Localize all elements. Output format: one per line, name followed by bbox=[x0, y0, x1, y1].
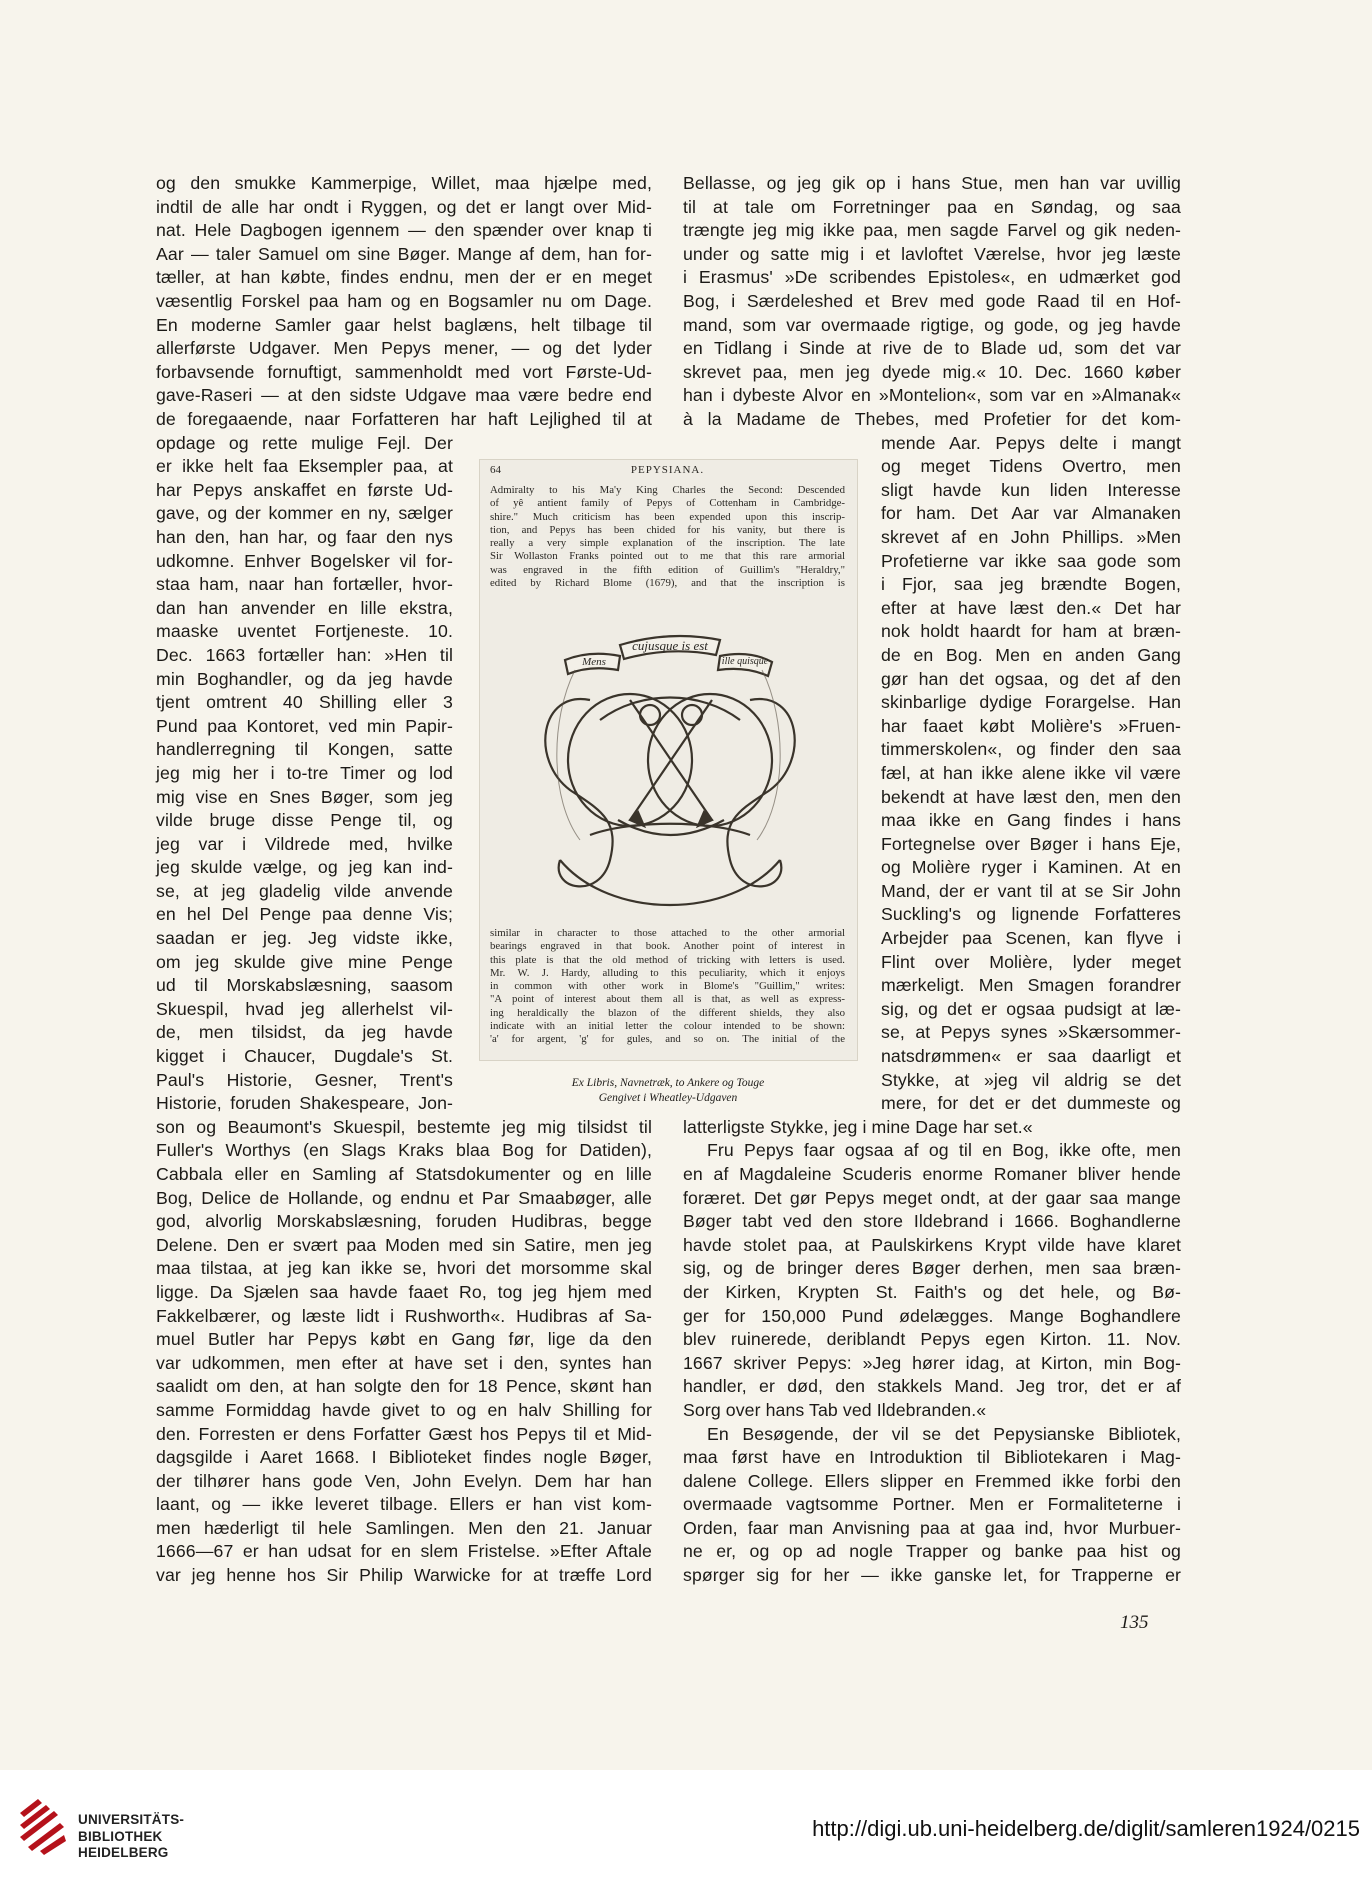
text-line: skrevet paa, men jeg dyede mig.« 10. Dec. 1660 køber bbox=[683, 361, 1181, 382]
text-line: for ham. Det Aar var Almanaken bbox=[881, 503, 1181, 524]
text-line: Stykke, at »jeg vil aldrig se det bbox=[881, 1069, 1181, 1090]
text-line: under og satte mig i et lavloftet Værelse, hvor jeg læste bbox=[683, 243, 1181, 264]
text-line: nat. Hele Dagbogen igennem — den spænder over knap ti bbox=[156, 220, 652, 241]
text-line: Pund paa Kontoret, ved min Papir- bbox=[156, 715, 453, 736]
text-line: Suckling's og lignende Forfatteres bbox=[881, 904, 1181, 925]
text-line: Fru Pepys faar ogsaa af og til en Bog, ikke ofte, men bbox=[707, 1140, 1181, 1161]
text-line: til at tale om Forretninger paa en Søndag, og saa bbox=[683, 196, 1181, 217]
figure-text-line: indicate with an initial letter the colour intended to be shown: bbox=[490, 1020, 845, 1033]
text-line: opdage og rette mulige Fejl. Der bbox=[156, 432, 453, 453]
text-line: og den smukke Kammerpige, Willet, maa hjælpe med, bbox=[156, 173, 652, 193]
text-line: Delene. Den er svært paa Moden med sin Satire, men jeg bbox=[156, 1234, 652, 1255]
text-line: mende Aar. Pepys delte i mangt bbox=[881, 432, 1181, 453]
text-line: 1666—67 er han udsat for en slem Fristelse. »Efter Aftale bbox=[156, 1541, 652, 1562]
text-line: Skuespil, hvad jeg allerhelst vil- bbox=[156, 998, 453, 1019]
text-line: gør han det ogsaa, og det af den bbox=[881, 668, 1181, 689]
text-line: i Erasmus' »De scribendes Epistoles«, en udmærket god bbox=[683, 267, 1181, 288]
text-line: Fuller's Worthys (en Slags Kraks blaa Bog for Datiden), bbox=[156, 1140, 652, 1161]
text-line: efter at have læst den.« Det har bbox=[881, 597, 1181, 618]
text-line: gave-Raseri — at den sidste Udgave maa være bedre end bbox=[156, 385, 652, 406]
text-line: jeg skulde vælge, og jeg kan ind- bbox=[156, 857, 453, 878]
text-line: Bøger tabt ved den store Ildebrand i 1666. Boghandlerne bbox=[683, 1211, 1181, 1232]
left-column-narrow bbox=[156, 432, 453, 1116]
text-line: forbavsende fornuftigt, sammenholdt med vort Første-Ud- bbox=[156, 361, 652, 382]
text-line: Bog, Delice de Hollande, og endnu et Par Smaabøger, alle bbox=[156, 1187, 652, 1208]
text-line: de en Bog. Men en anden Gang bbox=[881, 644, 1181, 665]
text-line: og meget Tidens Overtro, men bbox=[881, 456, 1181, 477]
text-line: Historie, foruden Shakespeare, Jon- bbox=[156, 1093, 453, 1114]
text-line: Mand, der er vant til at se Sir John bbox=[881, 880, 1181, 901]
text-line: tæller, at han købte, findes endnu, men der er en meget bbox=[156, 267, 652, 288]
text-line: og Molière ryger i Kaminen. At en bbox=[881, 857, 1181, 878]
university-library-logo-icon bbox=[16, 1793, 70, 1857]
caption-line-2: Gengivet i Wheatley-Udgaven bbox=[598, 1092, 738, 1104]
text-line: skinbarlige dydige Forargelse. Han bbox=[881, 692, 1181, 713]
text-line: overmaade vagtsomme Portner. Men er Formaliteterne i bbox=[683, 1494, 1181, 1515]
text-line: timmerskolen«, og finder den saa bbox=[881, 739, 1181, 760]
figure-caption bbox=[479, 1076, 857, 1106]
library-name bbox=[78, 1812, 184, 1862]
left-column-top bbox=[156, 172, 652, 432]
text-line: Arbejder paa Scenen, kan flyve i bbox=[881, 928, 1181, 949]
text-line: jeg mig her i to-tre Timer og lod bbox=[156, 762, 453, 783]
footer-bar bbox=[0, 1770, 1372, 1890]
text-line: fæl, at han ikke alene ikke vil være bbox=[881, 762, 1181, 783]
text-line: Fortegnelse over Bøger i hans Eje, bbox=[881, 833, 1181, 854]
figure-text-line: Sir Wollaston Franks pointed out to me that this rare armorial bbox=[490, 550, 845, 563]
figure-text-line: this plate is that the old method of tricking with letters is used. bbox=[490, 953, 845, 966]
library-name-line-2: BIBLIOTHEK bbox=[78, 1828, 163, 1844]
right-column-bottom bbox=[683, 1116, 1181, 1588]
text-line: 1667 skriver Pepys: »Jeg hører idag, at Kirton, min Bog- bbox=[683, 1352, 1181, 1373]
text-line: maa først have en Introduktion til Bibliotekaren i Mag- bbox=[683, 1447, 1181, 1468]
text-line: à la Madame de Thebes, med Profetier for det kom- bbox=[683, 408, 1181, 429]
figure-text-line: similar in character to those attached to the other armorial bbox=[490, 927, 845, 939]
text-line: maa ikke en Gang findes i hans bbox=[881, 810, 1181, 831]
text-line: saadan er jeg. Jeg vidste ikke, bbox=[156, 928, 453, 949]
text-line: Bog, i Særdeleshed et Brev med gode Raad til en Hof- bbox=[683, 290, 1181, 311]
text-line: ligge. Da Sjælen saa havde faaet Ro, tog jeg hjem med bbox=[156, 1281, 652, 1302]
text-line: samme Formiddag havde givet to og en halv Shilling for bbox=[156, 1399, 652, 1420]
figure-text-line: ing heraldically the blazon of the different shields, they also bbox=[490, 1006, 845, 1019]
text-line: sligt havde kun liden Interesse bbox=[881, 479, 1181, 500]
text-line: en Tidlang i Sinde at rive de to Blade ud, som det var bbox=[683, 338, 1181, 359]
figure-text-line: of yê antient family of Pepys of Cottenham in Cambridge- bbox=[490, 497, 845, 510]
text-line: sig, og de bringer deres Bøger derhen, men saa bræn- bbox=[683, 1258, 1181, 1279]
library-name-line-3: HEIDELBERG bbox=[78, 1845, 169, 1860]
figure-text-line: bearings engraved in that book. Another point of interest in bbox=[490, 940, 845, 953]
text-line: mig vise en Snes Bøger, som jeg bbox=[156, 786, 453, 807]
text-line: de foregaaende, naar Forfatteren har haft Lejlighed til at bbox=[156, 408, 652, 429]
text-line: har faaet købt Molière's »Fruen- bbox=[881, 715, 1181, 736]
text-line: tjent omtrent 40 Shilling eller 3 bbox=[156, 692, 453, 713]
text-line: foræret. Det gør Pepys meget ondt, at der gaar saa mange bbox=[683, 1187, 1181, 1208]
text-line: ger for 150,000 Pund ødelægges. Mange Boghandlere bbox=[683, 1305, 1181, 1326]
text-line: Fakkelbærer, og læste lidt i Rushworth«. Hudibras af Sa- bbox=[156, 1305, 652, 1326]
text-line: ne er, og op ad nogle Trapper og banke paa hist og bbox=[683, 1541, 1181, 1562]
text-line: har Pepys anskaffet en første Ud- bbox=[156, 479, 453, 500]
text-line: Paul's Historie, Gesner, Trent's bbox=[156, 1069, 453, 1090]
figure-text-line: in common with other work in Blome's "Guillim," writes: bbox=[490, 980, 845, 993]
text-line: kigget i Chaucer, Dugdale's St. bbox=[156, 1046, 453, 1067]
figure-text-line: tion, and Pepys has been chided for his vanity, but there is bbox=[490, 523, 845, 536]
text-line: jeg var i Vildrede med, hvilke bbox=[156, 833, 453, 854]
figure-text-line: "A point of interest about them all is that, as well as express- bbox=[490, 993, 845, 1006]
text-line: udkomne. Enhver Bogelsker vil for- bbox=[156, 550, 453, 571]
text-line: handler, er død, den stakkels Mand. Jeg tror, det er af bbox=[683, 1376, 1181, 1397]
caption-line-1: Ex Libris, Navnetræk, to Ankere og Touge bbox=[571, 1077, 765, 1089]
text-line: der Kirken, Krypten St. Faith's og det hele, og Bø- bbox=[683, 1281, 1181, 1302]
motto-left-text: Mens bbox=[582, 656, 606, 668]
text-line: skrevet af en John Phillips. »Men bbox=[881, 526, 1181, 547]
text-line: Profetierne var ikke saa gode som bbox=[881, 550, 1181, 571]
text-line: mere, for det er det dummeste og bbox=[881, 1093, 1181, 1114]
text-line: trængte jeg mig ikke paa, men sagde Farvel og gik neden- bbox=[683, 220, 1181, 241]
text-line: saalidt om den, at han solgte den for 18 Pence, skønt han bbox=[156, 1376, 652, 1397]
right-column-top bbox=[683, 172, 1181, 432]
figure-text-line: edited by Richard Blome (1679), and that the inscription is bbox=[490, 577, 845, 590]
text-line: min Boghandler, og da jeg havde bbox=[156, 668, 453, 689]
text-line: sig, og det er ogsaa pudsigt at læ- bbox=[881, 998, 1181, 1019]
text-line: vilde bruge disse Penge til, og bbox=[156, 810, 453, 831]
text-line: son og Beaumont's Skuespil, bestemte jeg mig tilsidst til bbox=[156, 1116, 652, 1137]
text-line: bekendt at have læst den, men den bbox=[881, 786, 1181, 807]
figure-text-line: shire." Much criticism has been expended upon this inscrip- bbox=[490, 510, 845, 523]
text-line: muel Butler har Pepys købt en Gang før, lige da den bbox=[156, 1329, 652, 1350]
text-line: havde stolet paa, at Paulskirkens Krypt vilde have klaret bbox=[683, 1234, 1181, 1255]
figure-text-line: 'a' for argent, 'g' for gules, and so on. The initial of the bbox=[490, 1033, 845, 1046]
figure-text-line: really a very simple explanation of the inscription. The late bbox=[490, 537, 845, 550]
text-line: han den, han har, og faar den nys bbox=[156, 526, 453, 547]
figure-running-title: PEPYSIANA. bbox=[630, 464, 705, 476]
text-line: Aar — taler Samuel om sine Bøger. Mange af dem, han for- bbox=[156, 243, 652, 264]
text-line: allerførste Udgaver. Men Pepys mener, — og det lyder bbox=[156, 338, 652, 359]
text-line: Bellasse, og jeg gik op i hans Stue, men han var uvillig bbox=[683, 173, 1181, 193]
text-line: se, at Pepys synes »Skærsommer- bbox=[881, 1022, 1181, 1043]
text-line: maaske uventet Fortjeneste. 10. bbox=[156, 621, 453, 642]
text-line: laant, og — ikke leveret tilbage. Ellers er han vist kom- bbox=[156, 1494, 652, 1515]
text-line: Dec. 1663 fortæller han: »Hen til bbox=[156, 644, 453, 665]
text-line: En moderne Samler gaar helst baglæns, helt tilbage til bbox=[156, 314, 652, 335]
text-line: i Fjor, saa jeg brændte Bogen, bbox=[881, 574, 1181, 595]
text-line: om jeg skulde give mine Penge bbox=[156, 951, 453, 972]
text-line: væsentlig Forskel paa ham og en Bogsamler nu om Dage. bbox=[156, 290, 652, 311]
text-line: nok holdt haardt for ham at bræn- bbox=[881, 621, 1181, 642]
text-line: en af Magdaleine Scuderis enorme Romaner bliver hende bbox=[683, 1163, 1181, 1184]
text-line: mand, som var overmaade rigtige, og gode, og jeg havde bbox=[683, 314, 1181, 335]
figure-text-line: was engraved in the fifth edition of Guillim's "Heraldry," bbox=[490, 563, 845, 576]
text-line: en hel Del Penge paa denne Vis; bbox=[156, 904, 453, 925]
text-line: han i dybeste Alvor en »Montelion«, som var en »Almanak« bbox=[683, 385, 1181, 406]
text-line: mærkeligt. Men Smagen forandrer bbox=[881, 975, 1181, 996]
text-line: staa ham, naar han fortæller, hvor- bbox=[156, 574, 453, 595]
text-line: der tilhører hans gode Ven, John Evelyn. Dem har han bbox=[156, 1470, 652, 1491]
text-line: er ikke helt faa Eksempler paa, at bbox=[156, 456, 453, 477]
motto-banner-text: cujusque is est bbox=[632, 638, 708, 653]
bookplate-figure bbox=[479, 459, 858, 1061]
text-line: god, alvorlig Morskabslæsning, foruden Hudibras, begge bbox=[156, 1211, 652, 1232]
figure-page-number: 64 bbox=[490, 464, 501, 476]
text-line: latterligste Stykke, jeg i mine Dage har set.« bbox=[683, 1116, 1033, 1137]
page-number: 135 bbox=[1120, 1612, 1149, 1633]
text-line: dagsgilde i Aaret 1668. I Biblioteket findes nogle Bøger, bbox=[156, 1447, 652, 1468]
figure-text-line: Mr. W. J. Hardy, alluding to this peculiarity, which it enjoys bbox=[490, 966, 845, 979]
library-name-line-1: UNIVERSITÄTS- bbox=[78, 1812, 185, 1827]
text-line: se, at jeg gladelig vilde anvende bbox=[156, 880, 453, 901]
text-line: men hæderligt til hele Samlingen. Men den 21. Januar bbox=[156, 1517, 652, 1538]
text-line: maa tilstaa, at jeg kan ikke se, hvori det morsomme skal bbox=[156, 1258, 652, 1279]
text-line: natsdrømmen« er saa daarligt et bbox=[881, 1046, 1181, 1067]
text-line: spørger sig for her — ikke ganske let, for Trapperne er bbox=[683, 1565, 1181, 1586]
text-line: Orden, faar man Anvisning paa at gaa ind, hvor Murbuer- bbox=[683, 1517, 1181, 1538]
right-column-narrow bbox=[881, 432, 1181, 1116]
text-line: var jeg henne hos Sir Philip Warwicke for at træffe Lord bbox=[156, 1565, 652, 1586]
text-line: indtil de alle har ondt i Ryggen, og det er langt over Mid- bbox=[156, 196, 652, 217]
text-line: den. Forresten er dens Forfatter Gæst hos Pepys til et Mid- bbox=[156, 1423, 652, 1444]
figure-text-line: Admiralty to his Ma'y King Charles the Second: Descended bbox=[490, 484, 845, 496]
text-line: de, men tilsidst, da jeg havde bbox=[156, 1022, 453, 1043]
text-line: Flint over Molière, lyder meget bbox=[881, 951, 1181, 972]
text-line: gave, og der kommer en ny, sælger bbox=[156, 503, 453, 524]
text-line: handlerregning til Kongen, satte bbox=[156, 739, 453, 760]
figure-lower-text bbox=[490, 927, 845, 1047]
text-line: var udkommen, men efter at have set i den, syntes han bbox=[156, 1352, 652, 1373]
text-line: En Besøgende, der vil se det Pepysianske Bibliotek, bbox=[707, 1423, 1181, 1444]
text-line: blev ruinerede, deriblandt Pepys egen Kirton. 11. Nov. bbox=[683, 1329, 1181, 1350]
text-line: dalene College. Ellers slipper en Fremmed ikke forbi den bbox=[683, 1470, 1181, 1491]
text-line: Sorg over hans Tab ved Ildebranden.« bbox=[683, 1399, 987, 1420]
permalink-url[interactable]: http://digi.ub.uni-heidelberg.de/diglit/samleren1924/0215 bbox=[812, 1816, 1360, 1841]
text-line: Cabbala eller en Samling af Statsdokumenter og en lille bbox=[156, 1163, 652, 1184]
motto-right-text: ille quisque bbox=[721, 656, 769, 667]
text-line: ud til Morskabslæsning, saasom bbox=[156, 975, 453, 996]
text-line: dan han anvender en lille ekstra, bbox=[156, 597, 453, 618]
left-column-bottom bbox=[156, 1116, 652, 1588]
